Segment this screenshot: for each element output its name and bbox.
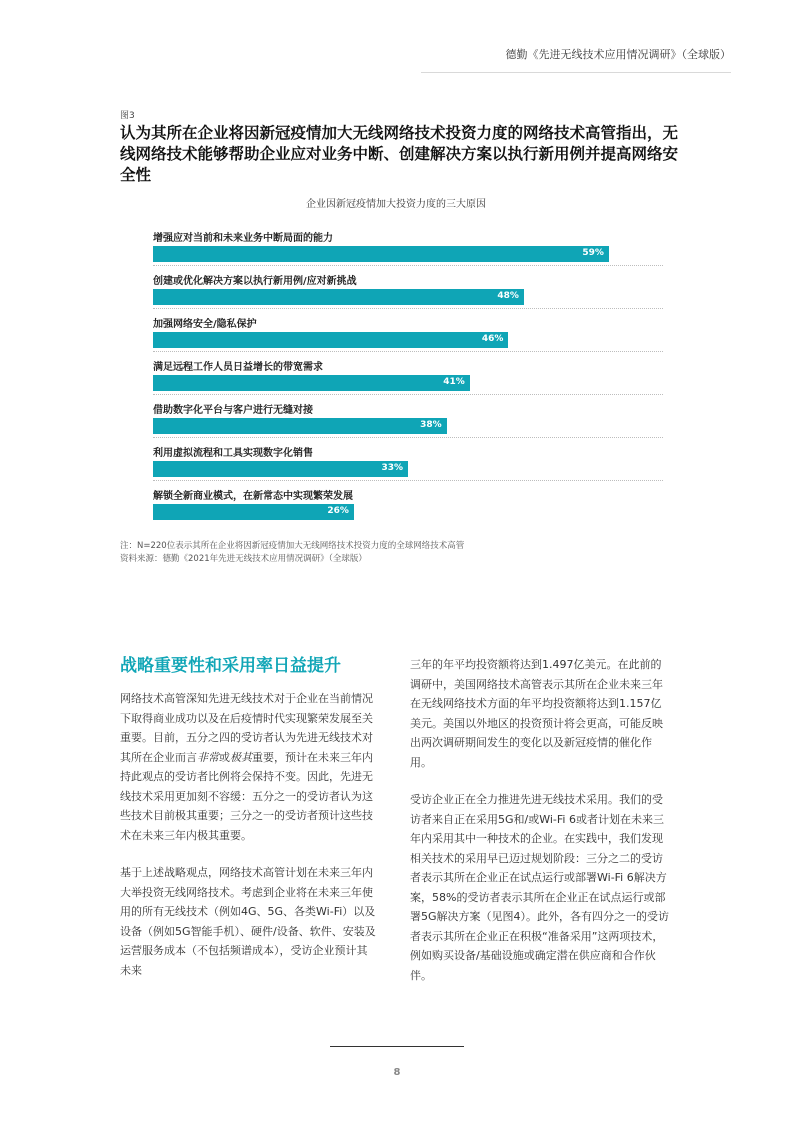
paragraph: 基于上述战略观点，网络技术高管计划在未来三年内大举投资无线网络技术。考虑到企业将在未来三年使用的所有无线技术（例如4G、5G、各类Wi-Fi）以及设备（例如5G智能手机）、硬件/设备、软件、安装及运营服务成本（不包括频谱成本），受访企业预计其未来 — [120, 866, 376, 977]
bar-track — [153, 461, 663, 477]
category-label: 利用虚拟流程和工具实现数字化销售 — [153, 448, 313, 459]
bar-row — [153, 480, 663, 524]
bar-row — [153, 351, 663, 395]
body-column-left — [120, 689, 378, 998]
paragraph-text: 或 — [219, 750, 230, 764]
emphasis-text: 非常 — [197, 750, 219, 764]
category-label: 增强应对当前和未来业务中断局面的能力 — [153, 233, 333, 244]
bar-track — [153, 289, 663, 305]
bar-row — [153, 222, 663, 266]
category-label: 加强网络安全/隐私保护 — [153, 319, 257, 330]
bar-track — [153, 246, 663, 262]
bar — [153, 246, 609, 262]
data-label: 26% — [327, 506, 349, 516]
emphasis-text: 极其 — [230, 750, 252, 764]
data-label: 48% — [497, 291, 519, 301]
bar — [153, 504, 354, 520]
paragraph-text: 重要，预计在未来三年内持此观点的受访者比例将会保持不变。因此，先进无线技术采用更加刻不容缓：五分之一的受访者认为这些技术目前极其重要；三分之一的受访者预计这些技术在未来三年内极其重要。 — [120, 750, 373, 842]
bar-track — [153, 418, 663, 434]
category-label: 解锁全新商业模式，在新常态中实现繁荣发展 — [153, 491, 353, 502]
page-number: 8 — [393, 1067, 401, 1078]
header-divider — [421, 72, 731, 73]
bar-track — [153, 375, 663, 391]
bar — [153, 332, 508, 348]
bar-row — [153, 265, 663, 309]
paragraph: 三年的年平均投资额将达到1.497亿美元。在此前的调研中，美国网络技术高管表示其所在企业未来三年在无线网络技术方面的年平均投资额将达到1.157亿美元。美国以外地区的投资预计将会更高，可能反映出两次调研期间发生的变化以及新冠疫情的催化作用。 — [410, 658, 663, 769]
running-header: 德勤《先进无线技术应用情况调研》（全球版） — [505, 48, 731, 61]
chart-title: 企业因新冠疫情加大投资力度的三大原因 — [306, 199, 486, 210]
bar-row — [153, 308, 663, 352]
bar — [153, 375, 470, 391]
data-label: 38% — [420, 420, 442, 430]
bar-chart — [120, 222, 680, 527]
data-label: 46% — [481, 334, 504, 344]
bar — [153, 289, 524, 305]
paragraph — [120, 689, 378, 845]
bar-row — [153, 437, 663, 481]
paragraph: 受访企业正在全力推进先进无线技术采用。我们的受访者来自正在采用5G和/或Wi-Fi 6或者计划在未来三年内采用其中一种技术的企业。在实践中，我们发现相关技术的采用早已迈过规划阶段：三分之二的受访者表示其所在企业正在试点运行或部署Wi-Fi 6解决方案，58%的受访者表示其所在企业正在试点运行或部署5G解决方案（见图4）。此外，各有四分之一的受访者表示其所在企业正在积极“准备采用”这两项技术，例如购买设备/基础设施或确定潜在供应商和合作伙伴。 — [410, 793, 670, 982]
body-column-right — [410, 655, 672, 1003]
figure-title: 认为其所在企业将因新冠疫情加大无线网络技术投资力度的网络技术高管指出，无线网络技术能够帮助企业应对业务中断、创建解决方案以执行新用例并提高网络安全性 — [120, 124, 679, 184]
bar-track — [153, 332, 663, 348]
bar — [153, 418, 447, 434]
figure-note: 注：N=220位表示其所在企业将因新冠疫情加大无线网络技术投资力度的全球网络技术高管 — [120, 541, 465, 551]
bar-row — [153, 394, 663, 438]
category-label: 借助数字化平台与客户进行无缝对接 — [153, 405, 313, 416]
category-label: 满足远程工作人员日益增长的带宽需求 — [153, 362, 323, 373]
section-title: 战略重要性和采用率日益提升 — [120, 656, 341, 676]
data-label: 59% — [582, 248, 604, 258]
paragraph-text: 网络技术高管深知先进无线技术对于企业在当前情况下取得商业成功以及在后疫情时代实现繁荣发展至关重要。目前，五分之四的受访者认为先进无线技术对其所在企业而言 — [120, 692, 373, 764]
data-label: 33% — [381, 463, 403, 473]
category-label: 创建或优化解决方案以执行新用例/应对新挑战 — [153, 276, 357, 287]
figure-label: 图3 — [120, 111, 135, 121]
bar-track — [153, 504, 663, 520]
data-label: 41% — [443, 377, 465, 387]
bar — [153, 461, 408, 477]
footer-divider — [330, 1046, 464, 1047]
figure-notes — [120, 540, 464, 566]
figure-source: 资料来源：德勤《2021年先进无线技术应用情况调研》（全球版） — [120, 554, 367, 564]
